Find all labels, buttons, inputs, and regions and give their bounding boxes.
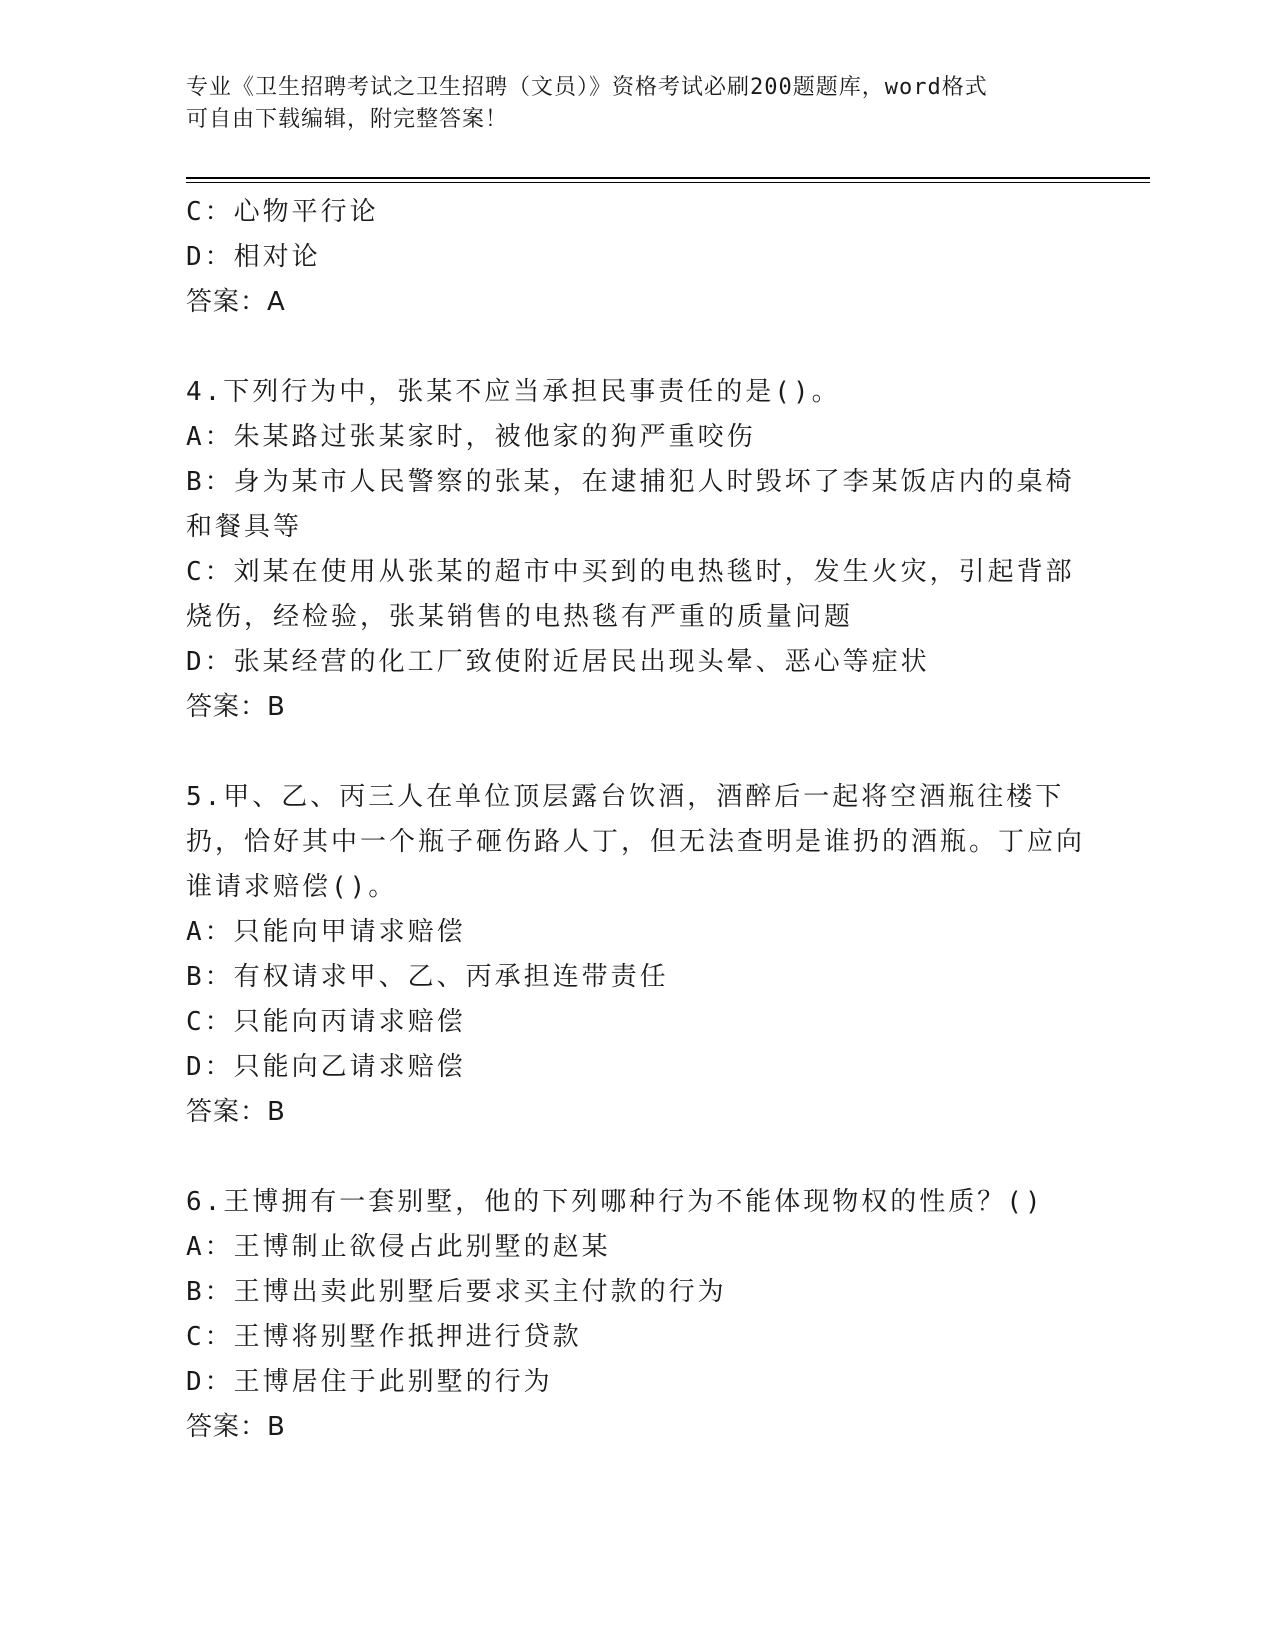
question-content (186, 190, 1086, 1450)
spacer (186, 325, 1086, 370)
previous-question-tail (186, 190, 1086, 325)
header-rule-thin (186, 182, 1150, 183)
option-c: C：王博将别墅作抵押进行贷款 (186, 1322, 582, 1352)
option-b: B：王博出卖此别墅后要求买主付款的行为 (186, 1277, 727, 1307)
option-d: D：只能向乙请求赔偿 (186, 1052, 466, 1082)
question-stem: 5.甲、乙、丙三人在单位顶层露台饮酒，酒醉后一起将空酒瓶往楼下扔，恰好其中一个瓶子砸伤路人丁，但无法查明是谁扔的酒瓶。丁应向谁请求赔偿()。 (186, 782, 1086, 902)
header-line-2: 可自由下载编辑，附完整答案！ (186, 107, 509, 132)
answer-line: 答案：B (186, 1097, 286, 1127)
option-d: D：张某经营的化工厂致使附近居民出现头晕、恶心等症状 (186, 647, 930, 677)
option-c: C：刘某在使用从张某的超市中买到的电热毯时，发生火灾，引起背部烧伤，经检验，张某销售的电热毯有严重的质量问题 (186, 557, 1075, 632)
answer-line: 答案：B (186, 692, 286, 722)
document-header (186, 72, 1066, 136)
option-a: A：只能向甲请求赔偿 (186, 917, 466, 947)
option-b: B：身为某市人民警察的张某，在逮捕犯人时毁坏了李某饭店内的桌椅和餐具等 (186, 467, 1075, 542)
spacer (186, 730, 1086, 775)
option-c: C：只能向丙请求赔偿 (186, 1007, 466, 1037)
option-c: C：心物平行论 (186, 197, 379, 227)
question-6 (186, 1180, 1086, 1450)
answer-line: 答案：B (186, 1412, 286, 1442)
option-d: D：王博居住于此别墅的行为 (186, 1367, 553, 1397)
spacer (186, 1135, 1086, 1180)
question-4 (186, 370, 1086, 730)
question-stem: 6.王博拥有一套别墅，他的下列哪种行为不能体现物权的性质？() (186, 1187, 1044, 1217)
question-5 (186, 775, 1086, 1135)
header-line-1: 专业《卫生招聘考试之卫生招聘（文员）》资格考试必刷200题题库，word格式 (186, 75, 988, 100)
header-rule-thick (186, 177, 1150, 179)
answer-line: 答案：A (186, 287, 286, 317)
question-stem: 4.下列行为中，张某不应当承担民事责任的是()。 (186, 377, 841, 407)
option-a: A：朱某路过张某家时，被他家的狗严重咬伤 (186, 422, 756, 452)
option-d: D：相对论 (186, 242, 321, 272)
option-b: B：有权请求甲、乙、丙承担连带责任 (186, 962, 669, 992)
option-a: A：王博制止欲侵占此别墅的赵某 (186, 1232, 611, 1262)
